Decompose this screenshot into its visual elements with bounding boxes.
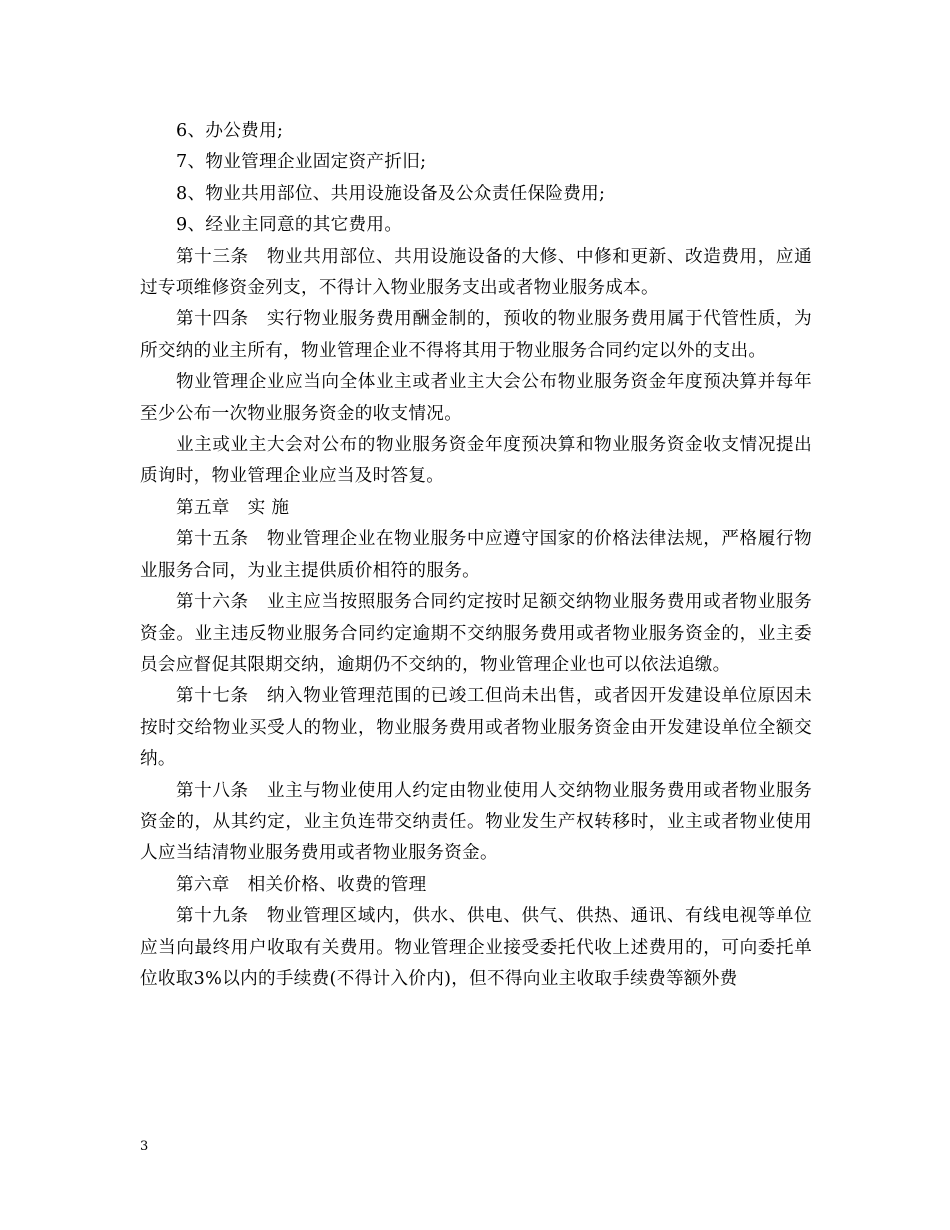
article-17: 第十七条 纳入物业管理范围的已竣工但尚未出售，或者因开发建设单位原因未按时交给物业买受人的物业，物业服务费用或者物业服务资金由开发建设单位全额交纳。	[140, 686, 812, 770]
page-number: 3	[140, 1139, 149, 1154]
chapter-6-heading: 第六章 相关价格、收费的管理	[176, 874, 427, 895]
article-16: 第十六条 业主应当按照服务合同约定按时足额交纳物业服务费用或者物业服务资金。业主违反物业服务合同约定逾期不交纳服务费用或者物业服务资金的，业主委员会应督促其限期交纳，逾期仍不交纳的，物业管理企业也可以依法追缴。	[140, 592, 812, 675]
article-13: 第十三条 物业共用部位、共用设施设备的大修、中修和更新、改造费用，应通过专项维修资金列支，不得计入物业服务支出或者物业服务成本。	[140, 246, 812, 299]
article-14-paragraph-3: 业主或业主大会对公布的物业服务资金年度预决算和物业服务资金收支情况提出质询时，物业管理企业应当及时答复。	[140, 435, 812, 487]
article-18: 第十八条 业主与物业使用人约定由物业使用人交纳物业服务费用或者物业服务资金的，从其约定，业主负连带交纳责任。物业发生产权转移时，业主或者物业使用人应当结清物业服务费用或者物业服务资金。	[140, 780, 812, 864]
article-19: 第十九条 物业管理区域内，供水、供电、供气、供热、通讯、有线电视等单位应当向最终用户收取有关费用。物业管理企业接受委托代收上述费用的，可向委托单位收取3%以内的手续费(不得计入价内)，但不得向业主收取手续费等额外费	[140, 906, 812, 989]
list-item-other-expenses: 9、经业主同意的其它费用。	[176, 215, 403, 236]
article-14: 第十四条 实行物业服务费用酬金制的，预收的物业服务费用属于代管性质，为所交纳的业主所有，物业管理企业不得将其用于物业服务合同约定以外的支出。	[140, 309, 812, 361]
chapter-5-heading: 第五章 实 施	[176, 497, 290, 518]
list-item-office-expenses: 6、办公费用;	[176, 121, 284, 141]
document-body	[140, 116, 812, 995]
article-15: 第十五条 物业管理企业在物业服务中应遵守国家的价格法律法规，严格履行物业服务合同，为业主提供质价相符的服务。	[140, 529, 812, 581]
article-14-paragraph-2: 物业管理企业应当向全体业主或者业主大会公布物业服务资金年度预决算并每年至少公布一次物业服务资金的收支情况。	[140, 372, 812, 424]
list-item-insurance-expenses: 8、物业共用部位、共用设施设备及公众责任保险费用;	[176, 183, 606, 204]
list-item-asset-depreciation: 7、物业管理企业固定资产折旧;	[176, 152, 427, 173]
